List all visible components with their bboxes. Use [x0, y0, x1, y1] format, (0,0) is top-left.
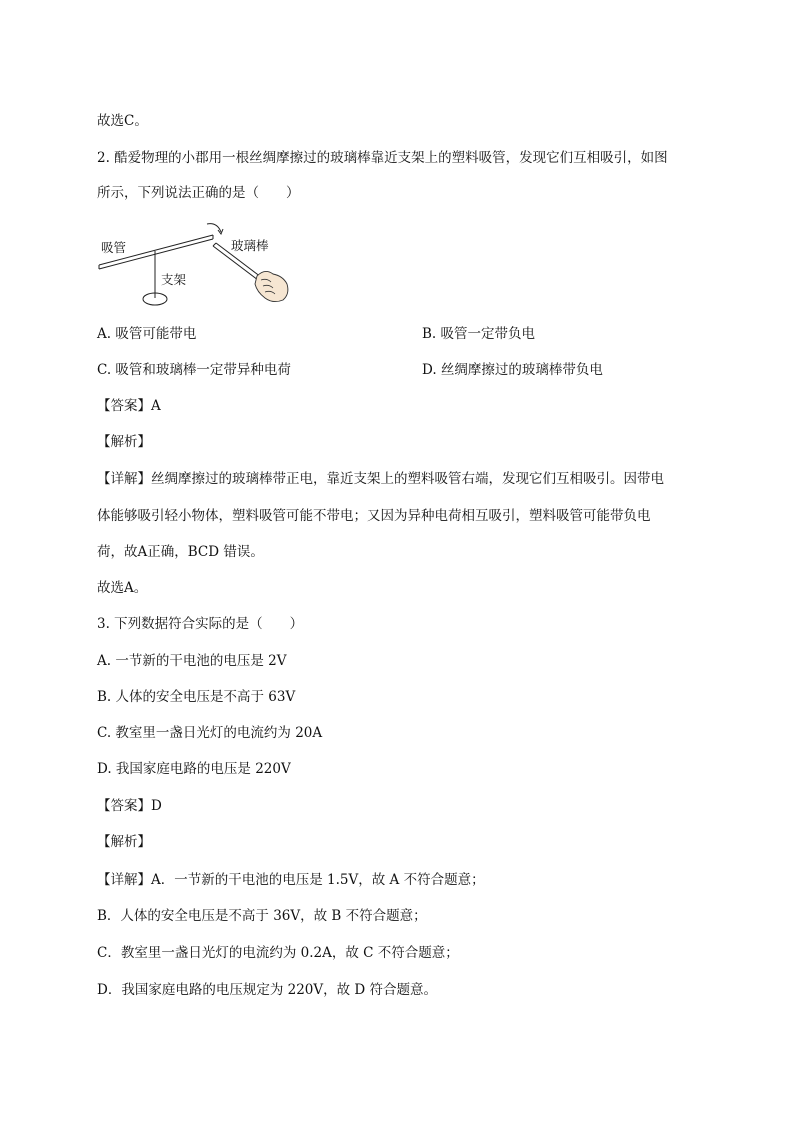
q3-option-b: B. 人体的安全电压是不高于 63V: [97, 689, 296, 705]
q3-stem: 3. 下列数据符合实际的是（ ）: [97, 616, 304, 632]
q2-option-c: C. 吸管和玻璃棒一定带异种电荷: [97, 362, 291, 378]
previous-conclusion: 故选C。: [97, 113, 148, 129]
q3-analysis-heading: 【解析】: [97, 834, 151, 850]
q3-option-a: A. 一节新的干电池的电压是 2V: [97, 653, 287, 669]
q2-conclusion: 故选A。: [97, 580, 148, 596]
q3-option-c: C. 教室里一盏日光灯的电流约为 20A: [97, 725, 323, 741]
q2-option-b: B. 吸管一定带负电: [422, 326, 536, 342]
q2-option-a: A. 吸管可能带电: [97, 326, 197, 342]
glass-rod-label: 玻璃棒: [231, 238, 269, 253]
figure-drawing: [97, 218, 297, 308]
q2-stem-line-2: 所示，下列说法正确的是（ ）: [97, 185, 300, 201]
q3-detail-line-3: C．教室里一盏日光灯的电流约为 0.2A，故 C 不符合题意；: [97, 945, 459, 961]
q2-detail-line-2: 体能够吸引轻小物体，塑料吸管可能不带电；又因为异种电荷相互吸引，塑料吸管可能带负电: [97, 508, 651, 524]
q2-answer: 【答案】A: [97, 398, 161, 414]
straw-rod-figure: [97, 218, 297, 308]
q3-detail-line-2: B．人体的安全电压是不高于 36V，故 B 不符合题意；: [97, 908, 427, 924]
q2-option-d: D. 丝绸摩擦过的玻璃棒带负电: [422, 362, 603, 378]
q2-analysis-heading: 【解析】: [97, 434, 151, 450]
q3-answer: 【答案】D: [97, 798, 162, 814]
q2-detail-line-1: 【详解】丝绸摩擦过的玻璃棒带正电，靠近支架上的塑料吸管右端，发现它们互相吸引。因带电: [97, 471, 664, 487]
q2-stem-line-1: 2. 酷爱物理的小郡用一根丝绸摩擦过的玻璃棒靠近支架上的塑料吸管，发现它们互相吸引，如图: [97, 150, 668, 166]
q3-option-d: D. 我国家庭电路的电压是 220V: [97, 761, 291, 777]
q3-detail-line-1: 【详解】A．一节新的干电池的电压是 1.5V，故 A 不符合题意；: [97, 872, 485, 888]
stand-label: 支架: [161, 272, 187, 287]
straw-label: 吸管: [101, 240, 127, 255]
q2-detail-line-3: 荷，故A正确，BCD 错误。: [97, 544, 264, 560]
q3-detail-line-4: D．我国家庭电路的电压规定为 220V，故 D 符合题意。: [97, 982, 438, 998]
